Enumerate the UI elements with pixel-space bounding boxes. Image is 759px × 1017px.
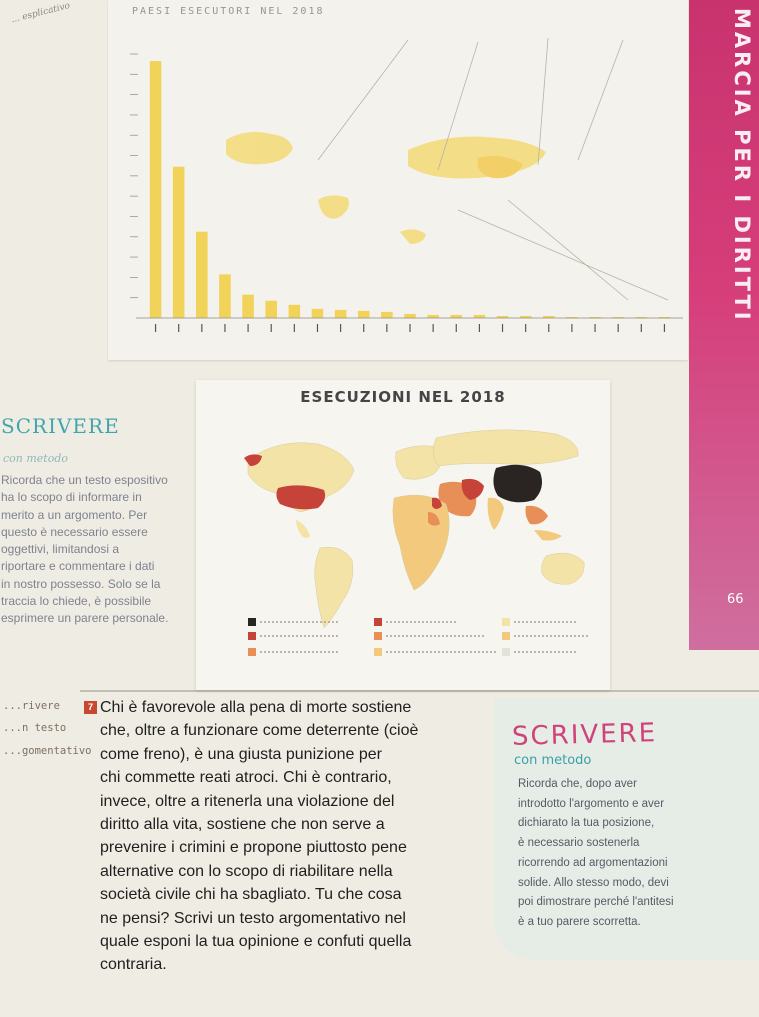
legend-swatch — [248, 618, 256, 626]
exercise-line: quale esponi la tua opinione e confuti quella — [100, 933, 412, 951]
chart-bar — [474, 315, 486, 318]
legend-swatch — [374, 618, 382, 626]
exercise-line: diritto alla vita, sostiene che non serve a — [100, 816, 385, 834]
map-russia — [433, 430, 578, 466]
exercise-line: società civile chi ha sbagliato. Tu che cosa — [100, 886, 402, 904]
legend-swatch — [502, 632, 510, 640]
exercise-line: prevenire i crimini e propone piuttosto pene — [100, 839, 407, 857]
scrivere-line: introdotto l'argomento e aver — [518, 797, 665, 810]
left-text-line: ha lo scopo di informare in — [1, 490, 142, 505]
left-text-line: merito a un argomento. Per — [1, 507, 148, 522]
chart-bar — [196, 232, 208, 318]
legend-swatch — [374, 632, 382, 640]
map-usa — [276, 485, 325, 509]
section-side-band — [689, 0, 759, 650]
map-south-america — [315, 547, 353, 628]
chart-bar — [381, 312, 393, 318]
map-china — [493, 465, 542, 502]
chart-bar — [173, 167, 185, 318]
chart-grid — [130, 54, 138, 298]
sidebar-label: ...rivere — [3, 700, 60, 712]
pencil-note: ... esplicativo — [10, 1, 72, 26]
left-text-line: oggettivi, limitandosi a — [1, 542, 120, 557]
exercise-line: alternative con lo scopo di riabilitare nella — [100, 862, 393, 880]
page-number: 66 — [727, 592, 744, 607]
scrivere-heading: SCRIVERE — [511, 718, 658, 752]
map-indonesia — [534, 530, 562, 541]
exercise-text — [100, 696, 480, 977]
bar-chart — [108, 0, 688, 360]
chart-bars — [150, 61, 670, 332]
exercise-line: come freno), è una giusta punizione per — [100, 745, 382, 763]
chart-bar — [312, 309, 324, 318]
exercise-line: ne pensi? Scrivi un testo argomentativo nel — [100, 909, 406, 927]
chart-bar — [404, 314, 416, 318]
left-scrivere-subheading: con metodo — [3, 452, 69, 465]
scrivere-line: dichiarato la tua posizione, — [518, 817, 655, 830]
map-australia — [542, 553, 585, 584]
map-southeast-asia — [526, 506, 549, 525]
page-fold-line — [80, 690, 759, 692]
section-title-vertical: MARCIA PER I DIRITTI — [730, 8, 754, 323]
legend-swatch — [502, 648, 510, 656]
map-title: ESECUZIONI NEL 2018 — [300, 388, 506, 406]
chart-bar — [150, 61, 162, 318]
left-text-line: riportare e commentare i dati — [1, 559, 155, 574]
map-central-america — [296, 520, 310, 538]
executions-bar-chart-card — [108, 0, 688, 360]
chart-bar — [335, 310, 347, 318]
left-text-line: traccia lo chiede, è possibile — [1, 594, 152, 609]
scrivere-subheading: con metodo — [514, 753, 592, 768]
map-legend — [248, 618, 588, 656]
legend-swatch — [248, 648, 256, 656]
sidebar-label: ...gomentativo — [3, 745, 92, 757]
chart-bar — [242, 295, 254, 318]
scrivere-line: ricorrendo ad argomentazioni — [518, 856, 668, 869]
exercise-line: Chi è favorevole alla pena di morte sostiene — [100, 699, 412, 716]
exercise-line: che, oltre a funzionare come deterrente (cioè — [100, 722, 419, 740]
scrivere-line: Ricorda che, dopo aver — [518, 778, 637, 790]
chart-bar — [358, 311, 370, 318]
scrivere-line: è necessario sostenerla — [518, 837, 640, 850]
exercise-line: invece, oltre a ritenerla una violazione del — [100, 792, 395, 810]
chart-bar — [265, 301, 277, 318]
exercise-line: chi commette reati atroci. Chi è contrario, — [100, 769, 392, 787]
scrivere-line: solide. Allo stesso modo, devi — [518, 876, 669, 889]
chart-bar — [450, 315, 462, 318]
chart-bar — [219, 274, 231, 318]
world-map — [196, 380, 610, 690]
exercise-line: contraria. — [100, 956, 167, 974]
left-scrivere-text — [1, 472, 171, 628]
scrivere-line: è a tuo parere scorretta. — [518, 915, 641, 928]
scrivere-body — [518, 775, 758, 933]
scrivere-con-metodo-box — [494, 698, 759, 960]
chart-bar — [289, 305, 301, 318]
left-text-line: questo è necessario essere — [1, 524, 148, 539]
legend-swatch — [248, 632, 256, 640]
left-scrivere-heading: SCRIVERE — [1, 414, 120, 438]
sidebar-label: ...n testo — [3, 722, 67, 734]
map-africa — [393, 495, 449, 590]
map-india — [488, 498, 504, 530]
executions-map-card — [196, 380, 610, 690]
left-text-line: in nostro possesso. Solo se la — [1, 576, 161, 591]
legend-swatch — [374, 648, 382, 656]
legend-swatch — [502, 618, 510, 626]
exercise-number-badge: 7 — [84, 701, 97, 714]
left-text-line: esprimere un parere personale. — [1, 611, 169, 626]
left-text-line: Ricorda che un testo espositivo — [1, 473, 168, 487]
chart-title: PAESI ESECUTORI NEL 2018 — [132, 6, 325, 17]
chart-bar — [427, 315, 439, 318]
scrivere-line: poi dimostrare perché l'antitesi — [518, 896, 674, 909]
